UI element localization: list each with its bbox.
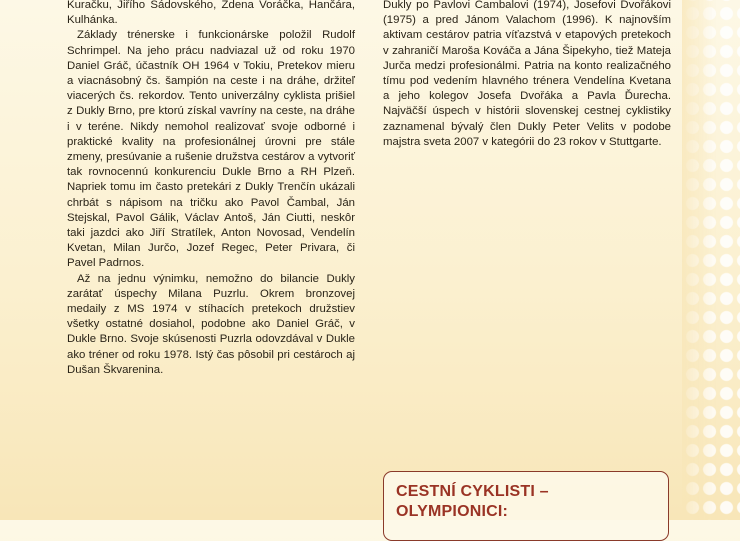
box-title-line2: OLYMPIONICI: bbox=[396, 502, 509, 520]
olympians-info-box bbox=[383, 471, 669, 541]
left-text-column bbox=[67, 0, 355, 378]
paragraph: Až na jednu výnimku, nemožno do bilancie Dukly zarátať úspechy Milana Puzrlu. Okrem bronzovej medaily z MS 1974 v stíhacích pretekoch družstiev všetky ostatné dosiahol, podobne ako Daniel Gráč, v Dukle Brno. Svoje skúsenosti Puzrla odovzdával v Dukle ako tréner od roku 1978. Istý čas pôsobil pri cestároch aj Dušan Škvarenina. bbox=[67, 272, 355, 376]
box-title-line1: CESTNÍ CYKLISTI – bbox=[396, 483, 549, 500]
paragraph: Kuračku, Jiřího Sádovského, Zdena Voráčka, Hančára, Kulhánka. bbox=[67, 0, 355, 27]
right-text-column bbox=[383, 0, 671, 150]
decorative-dot-pattern bbox=[682, 0, 740, 520]
paragraph: Dukly po Pavlovi Čambalovi (1974), Josefovi Dvořákovi (1975) a pred Jánom Valachom (1996). K najnovším aktivam cestárov patria víťazstvá v etapových pretekoch v zahraničí Maroša Kováča a Jána Šipekyho, tiež Mateja Jurča medzi profesionálmi. Patria na konto realizačného tímu pod vedením hlavného trénera Vendelína Kvetana a jeho kolegov Josefa Dvořáka a Pavla Ďurecha. Najväčší úspech v histórii slovenskej cestnej cyklistiky zaznamenal bývalý člen Dukly Peter Velits v podobe majstra sveta 2007 v kategórii do 23 rokov v Stuttgarte. bbox=[383, 0, 671, 148]
paragraph: Základy trénerske i funkcionárske položil Rudolf Schrimpel. Na jeho prácu nadviazal už od roku 1970 Daniel Gráč, účastník OH 1964 v Tokiu, Pretekov mieru a viacnásobný čs. šampión na ceste i na dráhe, držiteľ viacerých čs. rekordov. Tento univerzálny cyklista prišiel z Dukly Brno, pre ktorú získal vavríny na ceste, na dráhe i v teréne. Nikdy nemohol realizovať svoje odborné i praktické kvality na profesionálnej úrovni pre stále zmeny, presúvanie a rušenie družstva cestárov a vytvoriť tak rovnocennú konkurenciu Dukle Brno a RH Plzeň. Napriek tomu im často pretekári z Dukly Trenčín ukázali chrbát s nápisom na tričku ako Pavol Čambal, Ján Stejskal, Pavol Gálik, Václav Antoš, Ján Ciutti, neskôr taki jazdci ako Jiří Stratílek, Anton Novosad, Vendelín Kvetan, Milan Jurčo, Jozef Regec, Peter Privara, či Pavel Padrnos. bbox=[67, 29, 355, 270]
